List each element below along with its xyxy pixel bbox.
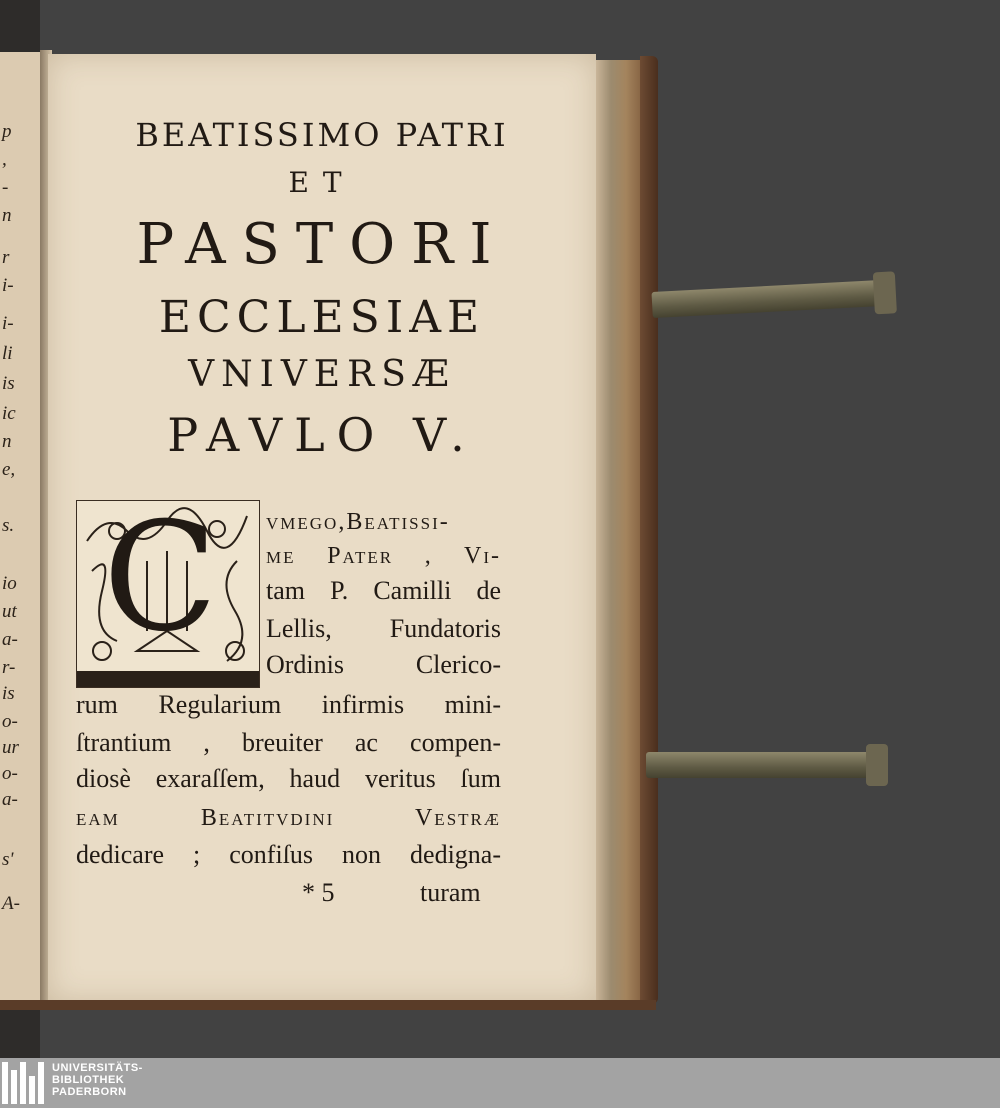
margin-fragment: s' [2,849,14,870]
footer-bar [0,1058,1000,1108]
text-line-4: Lellis, Fundatoris [266,614,501,643]
title-line-1: BEATISSIMO PATRI [135,116,509,154]
margin-fragment: n [2,431,12,452]
title-line-2: ET [288,166,356,199]
text-line-2: me Pater , Vi- [266,543,501,569]
clasp-upper [651,280,882,318]
margin-fragment: ut [2,601,17,622]
book-cover-edge [640,56,658,1004]
title-line-4: ECCLESIAE [158,292,486,343]
signature-mark: * 5 [302,878,335,907]
initial-letter: C [103,491,218,665]
library-logo-icon [2,1062,46,1104]
book-bottom-edge [0,1000,656,1010]
margin-fragment: A- [2,893,20,914]
margin-fragment: is [2,683,15,704]
logo-line-1: UNIVERSITÄTS- [52,1062,143,1074]
margin-fragment: , [2,149,7,170]
margin-fragment: li [2,343,13,364]
title-line-6: PAVLO V. [167,408,477,462]
decorated-initial [76,491,260,688]
margin-fragment: is [2,373,15,394]
margin-fragment: n [2,205,12,226]
margin-fragment: o- [2,763,18,784]
left-page-fragment [0,52,45,1002]
title-line-3: PASTORI [136,212,508,277]
text-line-3: tam P. Camilli de [266,576,501,605]
margin-fragment: p [2,121,12,142]
text-line-6: rum Regularium infirmis mini- [76,690,501,719]
text-line-8: diosè exaraſſem, haud veritus ſum [76,764,501,793]
text-line-10: dedicare ; confiſus non dedigna- [76,840,501,869]
margin-fragment: ic [2,403,16,424]
margin-fragment: o- [2,711,18,732]
margin-fragment: io [2,573,17,594]
clasp-end [866,744,888,786]
text-line-7: ſtrantium , breuiter ac compen- [76,728,501,757]
margin-fragment: s. [2,515,15,536]
text-line-1: vmego,Beatissi- [266,509,450,535]
logo-line-2: BIBLIOTHEK [52,1074,125,1086]
margin-fragment: r- [2,657,16,678]
margin-fragment: r [2,247,10,268]
margin-fragment: - [2,177,9,198]
margin-fragment: i- [2,313,14,334]
margin-fragment: a- [2,629,18,650]
text-line-5: Ordinis Clerico- [266,650,501,679]
margin-fragment: i- [2,275,14,296]
library-logo-text [52,1062,143,1098]
clasp-end [873,271,897,314]
catchword: turam [420,878,481,907]
page-fore-edge [596,60,646,1000]
clasp-lower [646,752,874,778]
margin-fragment: e, [2,459,16,480]
margin-fragment: a- [2,789,18,810]
logo-line-3: PADERBORN [52,1086,127,1098]
text-line-9: eam Beatitvdini Vestræ [76,805,501,831]
title-line-5: VNIVERSÆ [188,354,456,395]
margin-fragment: ur [2,737,19,758]
